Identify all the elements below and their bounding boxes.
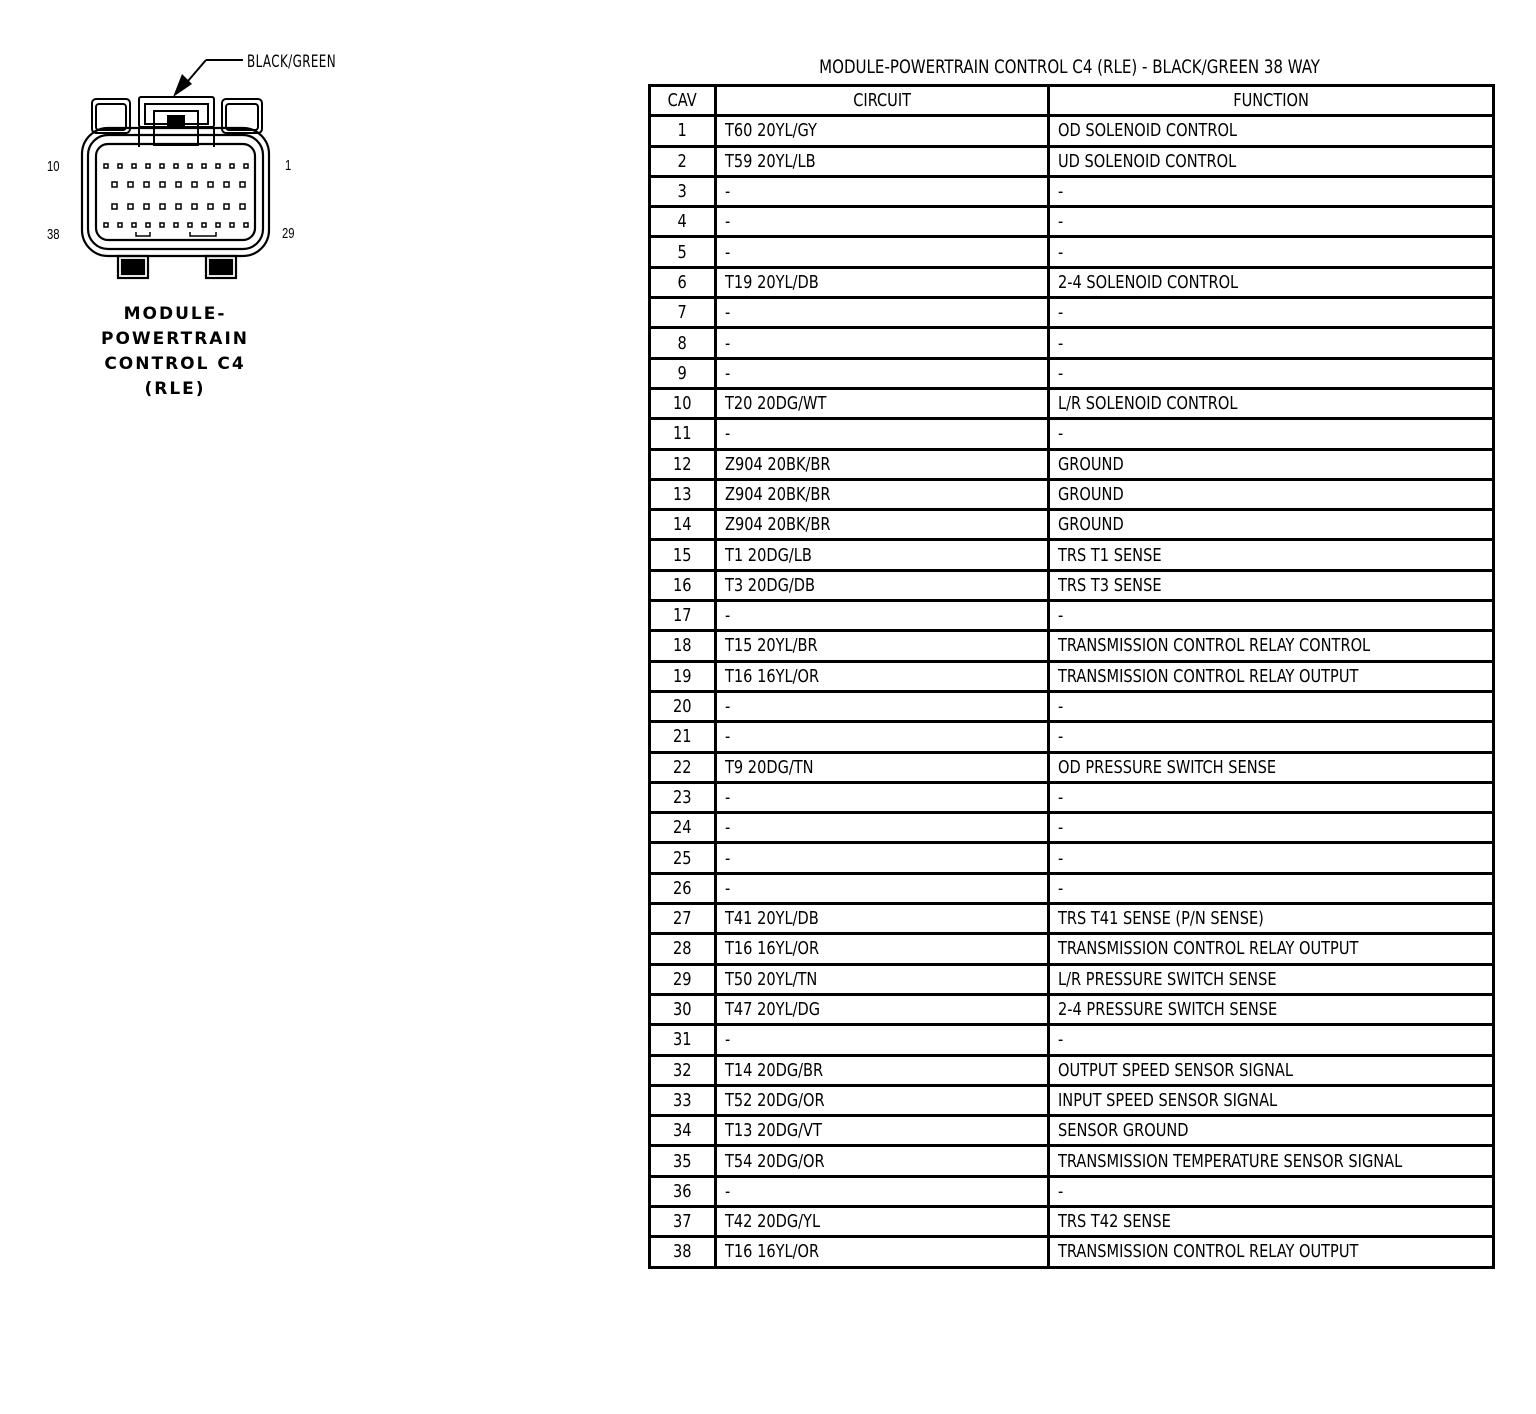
function-value: - — [1058, 423, 1064, 445]
cav-cell — [650, 1237, 716, 1267]
function-cell — [1049, 631, 1494, 661]
circuit-cell — [716, 207, 1049, 237]
cav-value: 19 — [673, 665, 692, 687]
cav-cell — [650, 116, 716, 146]
cav-value: 10 — [673, 393, 692, 415]
circuit-cell — [716, 328, 1049, 358]
table-title-text: MODULE-POWERTRAIN CONTROL C4 (RLE) - BLACK/GREEN 38 WAY — [819, 56, 1321, 78]
function-cell — [1049, 1085, 1494, 1115]
circuit-cell — [716, 691, 1049, 721]
table-row — [650, 904, 1494, 934]
cav-value: 12 — [673, 453, 692, 475]
cav-value: 37 — [673, 1211, 692, 1233]
header-cav — [650, 86, 716, 116]
cav-cell — [650, 1206, 716, 1236]
circuit-cell — [716, 813, 1049, 843]
cav-value: 21 — [673, 726, 692, 748]
function-cell — [1049, 1206, 1494, 1236]
function-value: TRANSMISSION TEMPERATURE SENSOR SIGNAL — [1058, 1150, 1403, 1172]
table-row — [650, 1237, 1494, 1267]
cav-cell — [650, 691, 716, 721]
circuit-value: - — [725, 362, 731, 384]
circuit-cell — [716, 1116, 1049, 1146]
table-row — [650, 601, 1494, 631]
circuit-value: - — [725, 1180, 731, 1202]
circuit-cell — [716, 146, 1049, 176]
function-value: OD SOLENOID CONTROL — [1058, 120, 1238, 142]
circuit-value: T3 20DG/DB — [725, 574, 815, 596]
function-value: GROUND — [1058, 514, 1124, 536]
function-value: - — [1058, 362, 1064, 384]
cav-value: 18 — [673, 635, 692, 657]
function-cell — [1049, 1025, 1494, 1055]
table-row — [650, 207, 1494, 237]
function-value: - — [1058, 1029, 1064, 1051]
function-value: - — [1058, 696, 1064, 718]
circuit-value: - — [725, 181, 731, 203]
cav-cell — [650, 1176, 716, 1206]
circuit-cell — [716, 116, 1049, 146]
cav-cell — [650, 631, 716, 661]
function-value: - — [1058, 786, 1064, 808]
cav-cell — [650, 904, 716, 934]
function-value: - — [1058, 241, 1064, 263]
cav-cell — [650, 540, 716, 570]
circuit-cell — [716, 176, 1049, 206]
table-row — [650, 1116, 1494, 1146]
cav-value: 27 — [673, 908, 692, 930]
header-function — [1049, 86, 1494, 116]
table-row — [650, 298, 1494, 328]
circuit-value: T42 20DG/YL — [725, 1211, 821, 1233]
function-value: - — [1058, 817, 1064, 839]
cav-value: 3 — [677, 181, 688, 203]
circuit-cell — [716, 570, 1049, 600]
circuit-value: Z904 20BK/BR — [725, 453, 831, 475]
function-cell — [1049, 722, 1494, 752]
function-value: TRANSMISSION CONTROL RELAY OUTPUT — [1058, 1241, 1359, 1263]
function-value: OD PRESSURE SWITCH SENSE — [1058, 756, 1277, 778]
circuit-cell — [716, 449, 1049, 479]
circuit-value: - — [725, 877, 731, 899]
circuit-value: T1 20DG/LB — [725, 544, 812, 566]
function-cell — [1049, 601, 1494, 631]
function-value: - — [1058, 877, 1064, 899]
function-value: L/R PRESSURE SWITCH SENSE — [1058, 968, 1277, 990]
table-row — [650, 146, 1494, 176]
function-value: UD SOLENOID CONTROL — [1058, 150, 1237, 172]
circuit-value: T54 20DG/OR — [725, 1150, 825, 1172]
function-value: - — [1058, 847, 1064, 869]
cav-cell — [650, 1146, 716, 1176]
cav-value: 2 — [677, 150, 688, 172]
cav-value: 24 — [673, 817, 692, 839]
circuit-cell — [716, 388, 1049, 418]
function-value: - — [1058, 1180, 1064, 1202]
function-cell — [1049, 358, 1494, 388]
circuit-cell — [716, 358, 1049, 388]
module-name-line: CONTROL C4 — [104, 354, 246, 374]
function-cell — [1049, 1055, 1494, 1085]
cav-cell — [650, 873, 716, 903]
cav-cell — [650, 964, 716, 994]
circuit-cell — [716, 237, 1049, 267]
cav-value: 6 — [677, 271, 688, 293]
function-cell — [1049, 1146, 1494, 1176]
circuit-value: - — [725, 847, 731, 869]
cav-cell — [650, 813, 716, 843]
function-value: TRS T41 SENSE (P/N SENSE) — [1058, 908, 1264, 930]
circuit-value: Z904 20BK/BR — [725, 484, 831, 505]
circuit-value: - — [725, 786, 731, 808]
cav-value: 8 — [677, 332, 688, 354]
function-cell — [1049, 994, 1494, 1024]
module-name-line: MODULE- — [123, 304, 227, 324]
cav-value: 4 — [677, 211, 688, 233]
function-value: - — [1058, 332, 1064, 354]
circuit-value: - — [725, 302, 731, 324]
cav-cell — [650, 328, 716, 358]
function-cell — [1049, 540, 1494, 570]
table-row — [650, 116, 1494, 146]
table-row — [650, 782, 1494, 812]
cav-cell — [650, 146, 716, 176]
circuit-cell — [716, 479, 1049, 509]
circuit-cell — [716, 601, 1049, 631]
circuit-cell — [716, 752, 1049, 782]
circuit-value: T50 20YL/TN — [725, 968, 818, 990]
table-row — [650, 237, 1494, 267]
module-name-line: (RLE) — [144, 379, 206, 399]
table-row — [650, 328, 1494, 358]
circuit-value: Z904 20BK/BR — [725, 514, 831, 536]
cav-cell — [650, 934, 716, 964]
module-name — [75, 302, 275, 402]
function-value: L/R SOLENOID CONTROL — [1058, 393, 1238, 415]
cav-cell — [650, 358, 716, 388]
circuit-cell — [716, 540, 1049, 570]
function-cell — [1049, 1116, 1494, 1146]
function-cell — [1049, 1176, 1494, 1206]
cav-value: 15 — [673, 544, 692, 566]
keyway-notches — [136, 232, 216, 236]
circuit-value: T9 20DG/TN — [725, 756, 814, 778]
cav-cell — [650, 207, 716, 237]
circuit-value: T13 20DG/VT — [725, 1120, 822, 1142]
cav-value: 5 — [677, 241, 688, 263]
module-name-line: POWERTRAIN — [101, 329, 249, 349]
table-row — [650, 934, 1494, 964]
function-cell — [1049, 570, 1494, 600]
table-row — [650, 1085, 1494, 1115]
function-value: GROUND — [1058, 484, 1124, 505]
circuit-value: - — [725, 241, 731, 263]
circuit-value: - — [725, 211, 731, 233]
cav-cell — [650, 752, 716, 782]
cav-cell — [650, 994, 716, 1024]
function-cell — [1049, 510, 1494, 540]
cav-value: 9 — [677, 362, 688, 384]
function-cell — [1049, 904, 1494, 934]
circuit-value: T59 20YL/LB — [725, 150, 816, 172]
circuit-cell — [716, 843, 1049, 873]
function-cell — [1049, 116, 1494, 146]
cav-value: 36 — [673, 1180, 692, 1202]
cav-cell — [650, 722, 716, 752]
circuit-value: T15 20YL/BR — [725, 635, 818, 657]
function-cell — [1049, 388, 1494, 418]
table-row — [650, 813, 1494, 843]
cav-cell — [650, 388, 716, 418]
circuit-cell — [716, 782, 1049, 812]
function-value: INPUT SPEED SENSOR SIGNAL — [1058, 1089, 1278, 1111]
circuit-value: - — [725, 332, 731, 354]
circuit-cell — [716, 510, 1049, 540]
cav-value: 13 — [673, 484, 692, 505]
circuit-cell — [716, 904, 1049, 934]
pin-label-1: 1 — [285, 157, 292, 174]
header-function-text: FUNCTION — [1233, 90, 1309, 112]
table-row — [650, 722, 1494, 752]
circuit-cell — [716, 1206, 1049, 1236]
cav-cell — [650, 1116, 716, 1146]
function-cell — [1049, 146, 1494, 176]
circuit-value: - — [725, 726, 731, 748]
function-cell — [1049, 1237, 1494, 1267]
table-header-row — [650, 86, 1494, 116]
circuit-cell — [716, 419, 1049, 449]
circuit-value: T16 16YL/OR — [725, 1241, 820, 1263]
cav-value: 30 — [673, 999, 692, 1021]
table-row — [650, 540, 1494, 570]
function-value: TRS T42 SENSE — [1058, 1211, 1171, 1233]
cav-value: 20 — [673, 696, 692, 718]
function-cell — [1049, 328, 1494, 358]
circuit-cell — [716, 1146, 1049, 1176]
cav-value: 35 — [673, 1150, 692, 1172]
function-value: TRANSMISSION CONTROL RELAY OUTPUT — [1058, 938, 1359, 960]
function-cell — [1049, 237, 1494, 267]
circuit-cell — [716, 267, 1049, 297]
function-cell — [1049, 207, 1494, 237]
function-cell — [1049, 782, 1494, 812]
table-row — [650, 631, 1494, 661]
circuit-cell — [716, 661, 1049, 691]
cav-value: 29 — [673, 968, 692, 990]
cav-cell — [650, 510, 716, 540]
function-value: - — [1058, 605, 1064, 627]
cav-value: 26 — [673, 877, 692, 899]
cav-value: 32 — [673, 1059, 692, 1081]
function-cell — [1049, 691, 1494, 721]
cav-value: 28 — [673, 938, 692, 960]
pin-label-10: 10 — [47, 158, 60, 175]
table-row — [650, 1025, 1494, 1055]
cav-cell — [650, 237, 716, 267]
circuit-cell — [716, 1055, 1049, 1085]
cav-value: 17 — [673, 605, 692, 627]
circuit-cell — [716, 934, 1049, 964]
circuit-cell — [716, 1237, 1049, 1267]
circuit-cell — [716, 298, 1049, 328]
function-value: TRANSMISSION CONTROL RELAY OUTPUT — [1058, 665, 1359, 687]
function-value: TRS T1 SENSE — [1058, 544, 1162, 566]
function-cell — [1049, 298, 1494, 328]
table-row — [650, 358, 1494, 388]
table-row — [650, 267, 1494, 297]
cav-cell — [650, 298, 716, 328]
connector-face-drawing — [40, 40, 360, 300]
function-cell — [1049, 813, 1494, 843]
pin-label-29: 29 — [282, 225, 295, 242]
circuit-value: T47 20YL/DG — [725, 999, 821, 1021]
cav-value: 31 — [673, 1029, 692, 1051]
circuit-cell — [716, 873, 1049, 903]
table-row — [650, 873, 1494, 903]
function-cell — [1049, 661, 1494, 691]
connector-diagram — [40, 40, 360, 400]
cav-cell — [650, 449, 716, 479]
cav-value: 25 — [673, 847, 692, 869]
wire-color-label: BLACK/GREEN — [247, 52, 337, 72]
circuit-value: T41 20YL/DB — [725, 908, 819, 930]
table-row — [650, 843, 1494, 873]
cav-value: 16 — [673, 574, 692, 596]
cav-cell — [650, 267, 716, 297]
function-cell — [1049, 873, 1494, 903]
function-cell — [1049, 176, 1494, 206]
connector-latch — [139, 97, 214, 147]
function-value: - — [1058, 211, 1064, 233]
circuit-value: - — [725, 605, 731, 627]
function-value: TRS T3 SENSE — [1058, 574, 1162, 596]
circuit-value: - — [725, 696, 731, 718]
circuit-cell — [716, 1085, 1049, 1115]
table-row — [650, 388, 1494, 418]
cav-value: 7 — [677, 302, 688, 324]
circuit-cell — [716, 994, 1049, 1024]
circuit-cell — [716, 722, 1049, 752]
cav-value: 38 — [673, 1241, 692, 1263]
pin-label-38: 38 — [47, 226, 60, 243]
cav-cell — [650, 419, 716, 449]
function-cell — [1049, 934, 1494, 964]
function-cell — [1049, 843, 1494, 873]
cav-value: 22 — [673, 756, 692, 778]
function-cell — [1049, 449, 1494, 479]
cav-cell — [650, 1085, 716, 1115]
table-row — [650, 570, 1494, 600]
cav-cell — [650, 601, 716, 631]
function-value: TRANSMISSION CONTROL RELAY CONTROL — [1058, 635, 1371, 657]
function-cell — [1049, 964, 1494, 994]
function-value: - — [1058, 302, 1064, 324]
table-row — [650, 752, 1494, 782]
pin-table — [648, 84, 1495, 1269]
function-value: GROUND — [1058, 453, 1124, 475]
circuit-value: T14 20DG/BR — [725, 1059, 824, 1081]
circuit-value: T19 20YL/DB — [725, 271, 819, 293]
function-cell — [1049, 267, 1494, 297]
table-row — [650, 1176, 1494, 1206]
cav-cell — [650, 479, 716, 509]
leader-arrowhead — [173, 74, 192, 97]
table-row — [650, 1146, 1494, 1176]
cav-value: 14 — [673, 514, 692, 536]
function-cell — [1049, 752, 1494, 782]
pin-table-body — [650, 116, 1494, 1267]
cav-cell — [650, 661, 716, 691]
function-cell — [1049, 419, 1494, 449]
table-row — [650, 176, 1494, 206]
function-value: - — [1058, 181, 1064, 203]
header-cav-text: CAV — [667, 90, 698, 112]
table-row — [650, 691, 1494, 721]
cav-value: 23 — [673, 786, 692, 808]
cav-cell — [650, 843, 716, 873]
cav-value: 34 — [673, 1120, 692, 1142]
header-circuit — [716, 86, 1049, 116]
cav-value: 1 — [677, 120, 688, 142]
cav-cell — [650, 176, 716, 206]
circuit-value: - — [725, 1029, 731, 1051]
function-value: - — [1058, 726, 1064, 748]
circuit-value: T60 20YL/GY — [725, 120, 817, 142]
table-row — [650, 510, 1494, 540]
header-circuit-text: CIRCUIT — [853, 90, 911, 112]
cav-cell — [650, 570, 716, 600]
table-title — [648, 56, 1492, 78]
circuit-cell — [716, 1176, 1049, 1206]
table-row — [650, 964, 1494, 994]
circuit-value: T16 16YL/OR — [725, 938, 820, 960]
function-value: 2-4 PRESSURE SWITCH SENSE — [1058, 999, 1278, 1021]
circuit-value: T20 20DG/WT — [725, 393, 827, 415]
table-row — [650, 1055, 1494, 1085]
circuit-cell — [716, 1025, 1049, 1055]
circuit-value: - — [725, 817, 731, 839]
table-row — [650, 661, 1494, 691]
circuit-value: T16 16YL/OR — [725, 665, 820, 687]
table-row — [650, 1206, 1494, 1236]
table-row — [650, 419, 1494, 449]
connector-body — [82, 128, 269, 278]
function-value: 2-4 SOLENOID CONTROL — [1058, 271, 1239, 293]
circuit-value: T52 20DG/OR — [725, 1089, 825, 1111]
cav-value: 11 — [673, 423, 692, 445]
cav-cell — [650, 1055, 716, 1085]
table-row — [650, 449, 1494, 479]
pin-cavities — [104, 164, 248, 227]
circuit-cell — [716, 631, 1049, 661]
function-value: SENSOR GROUND — [1058, 1120, 1189, 1142]
table-row — [650, 479, 1494, 509]
circuit-value: - — [725, 423, 731, 445]
cav-cell — [650, 1025, 716, 1055]
cav-value: 33 — [673, 1089, 692, 1111]
function-value: OUTPUT SPEED SENSOR SIGNAL — [1058, 1059, 1294, 1081]
table-row — [650, 994, 1494, 1024]
cav-cell — [650, 782, 716, 812]
function-cell — [1049, 479, 1494, 509]
circuit-cell — [716, 964, 1049, 994]
